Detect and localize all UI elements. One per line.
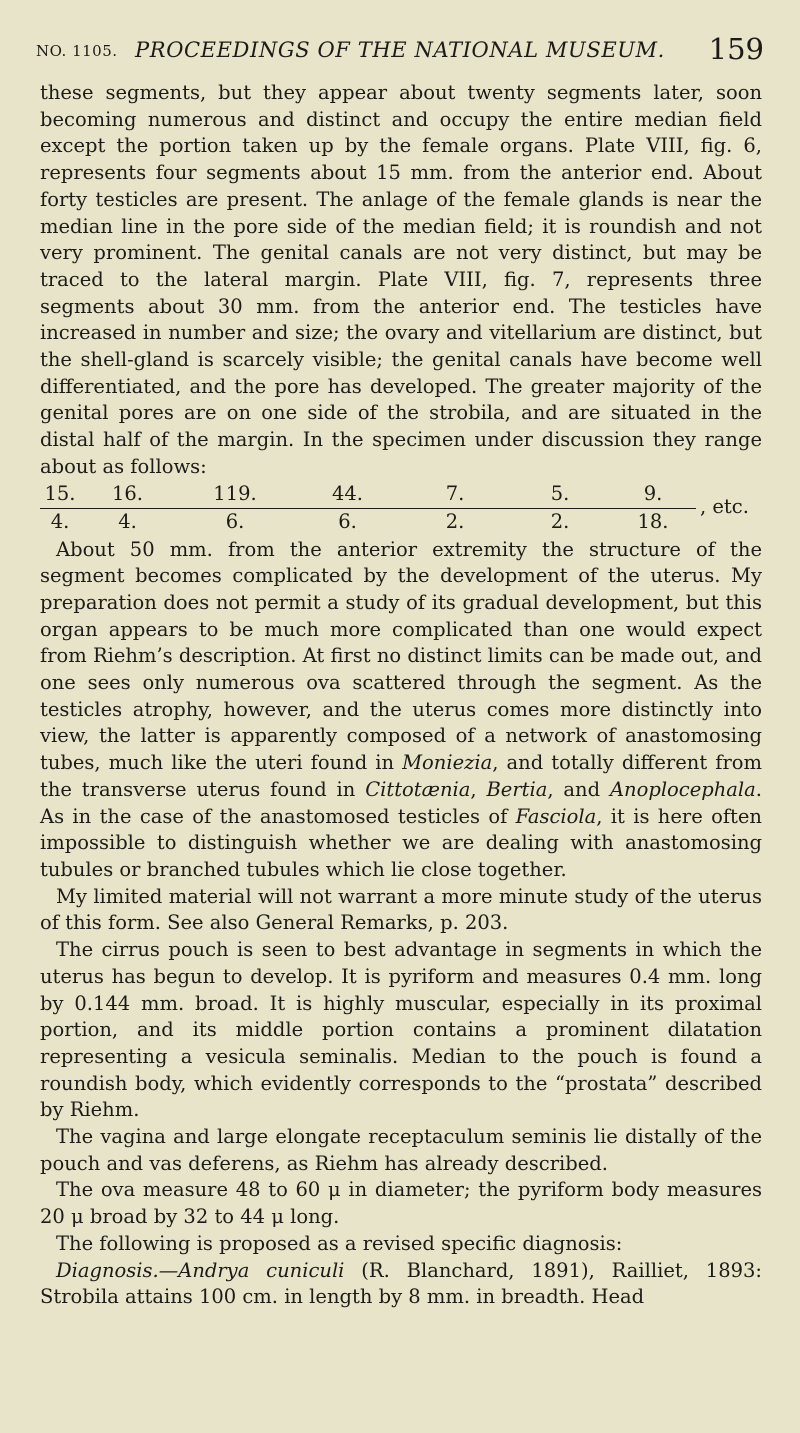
- genus-name: Anoplocephala: [609, 777, 756, 801]
- text-run: (R. Blanchard, 1891), Railliet, 1893: Strobila attains 100 cm. in length by 8 mm. in breadth. Head: [40, 1258, 762, 1309]
- fraction-denominator: 6.: [175, 508, 295, 535]
- fraction-numerator: 7.: [445, 481, 465, 505]
- fraction-denominator: 2.: [510, 508, 610, 535]
- page-number: 159: [708, 32, 764, 66]
- text-run: , and: [547, 777, 610, 801]
- fraction-denominator: 18.: [610, 508, 696, 535]
- fraction-6: [510, 481, 610, 535]
- fraction-denominator: 4.: [80, 508, 175, 535]
- genus-name: Fasciola: [515, 804, 597, 828]
- genus-name: Moniezia: [402, 751, 493, 775]
- paragraph-2: [40, 537, 762, 884]
- genus-name: Bertia: [486, 777, 548, 801]
- species-name: —Andrya cuniculi: [158, 1258, 345, 1282]
- fraction-1: [40, 481, 80, 535]
- diagnosis-paragraph: [40, 1258, 762, 1311]
- paragraph-6: The ova measure 48 to 60 μ in diameter; the pyriform body measures 20 μ broad by 32 to 44 μ long.: [40, 1178, 762, 1229]
- fraction-numerator: 9.: [643, 481, 663, 505]
- genus-name: Cittotænia: [365, 777, 471, 801]
- fraction-etc: , etc.: [700, 494, 749, 518]
- fraction-numerator: 44.: [331, 481, 363, 505]
- paragraph-3: My limited material will not warrant a more minute study of the uterus of this form. See also General Remarks, p. 203.: [40, 884, 762, 935]
- text-run: About 50 mm. from the anterior extremity the structure of the segment becomes complicated by the development of the uterus. My preparation does not permit a study of its gradual development, but this organ appears to be much more complicated than one would expect from Riehm’s description. At first no distinct limits can be made out, and one sees only numerous ova scattered through the segment. As the testicles atrophy, however, and the uterus comes more distinctly into view, the latter is apparently composed of a network of anastomosing tubes, much like the uteri found in: [40, 537, 762, 775]
- body-text: [40, 80, 762, 1311]
- fraction-denominator: 4.: [40, 508, 80, 535]
- running-title: PROCEEDINGS OF THE NATIONAL MUSEUM.: [135, 38, 665, 62]
- paragraph-1: these segments, but they appear about twenty segments later, soon becoming numerous and distinct and occupy the entire median field except the portion taken up by the female organs. Plate VIII, fig. 6, represents four segments about 15 mm. from the anterior end. About forty testicles are present. The anlage of the female glands is near the median line in the pore side of the median field; it is roundish and not very prominent. The genital canals are not very distinct, but may be traced to the lateral margin. Plate VIII, fig. 7, represents three segments about 30 mm. from the anterior end. The testicles have increased in number and size; the ovary and vitellarium are distinct, but the shell-gland is scarcely visible; the genital canals have become well differentiated, and the pore has developed. The greater majority of the genital pores are on one side of the strobila, and are situated in the distal half of the margin. In the specimen under discussion they range about as follows:: [40, 81, 762, 478]
- pore-ratio-row: [40, 481, 762, 537]
- paragraph-7: The following is proposed as a revised specific diagnosis:: [56, 1231, 623, 1255]
- fraction-3: [175, 481, 295, 535]
- fraction-5: [400, 481, 510, 535]
- fraction-numerator: 16.: [111, 481, 143, 505]
- text-run: ,: [470, 777, 487, 801]
- paragraph-4: The cirrus pouch is seen to best advantage in segments in which the uterus has begun to develop. It is pyriform and measures 0.4 mm. long by 0.144 mm. broad. It is highly muscular, especially in its proximal portion, and its middle portion contains a prominent dilatation representing a vesicula seminalis. Median to the pouch is found a roundish body, which evidently corresponds to the “prostata” described by Riehm.: [40, 938, 762, 1122]
- running-header: [36, 22, 764, 66]
- text-run: , and totally different from the transverse uterus found in: [40, 751, 762, 801]
- fraction-denominator: 2.: [400, 508, 510, 535]
- paragraph-5: The vagina and large elongate receptaculum seminis lie distally of the pouch and vas deferens, as Riehm has already described.: [40, 1125, 762, 1175]
- diagnosis-label: Diagnosis.: [56, 1258, 159, 1282]
- fraction-numerator: 15.: [44, 481, 76, 505]
- fraction-numerator: 119.: [213, 481, 257, 505]
- fraction-denominator: 6.: [295, 508, 400, 535]
- fraction-4: [295, 481, 400, 535]
- fraction-7: [610, 481, 696, 535]
- text-run: , it is here often impossible to distinguish whether we are dealing with anastomosing tubules or branched tubules which lie close together.: [40, 804, 762, 881]
- text-run: . As in the case of the anastomosed testicles of: [40, 777, 762, 828]
- issue-number: NO. 1105.: [36, 42, 118, 60]
- fraction-numerator: 5.: [550, 481, 570, 505]
- fraction-2: [80, 481, 175, 535]
